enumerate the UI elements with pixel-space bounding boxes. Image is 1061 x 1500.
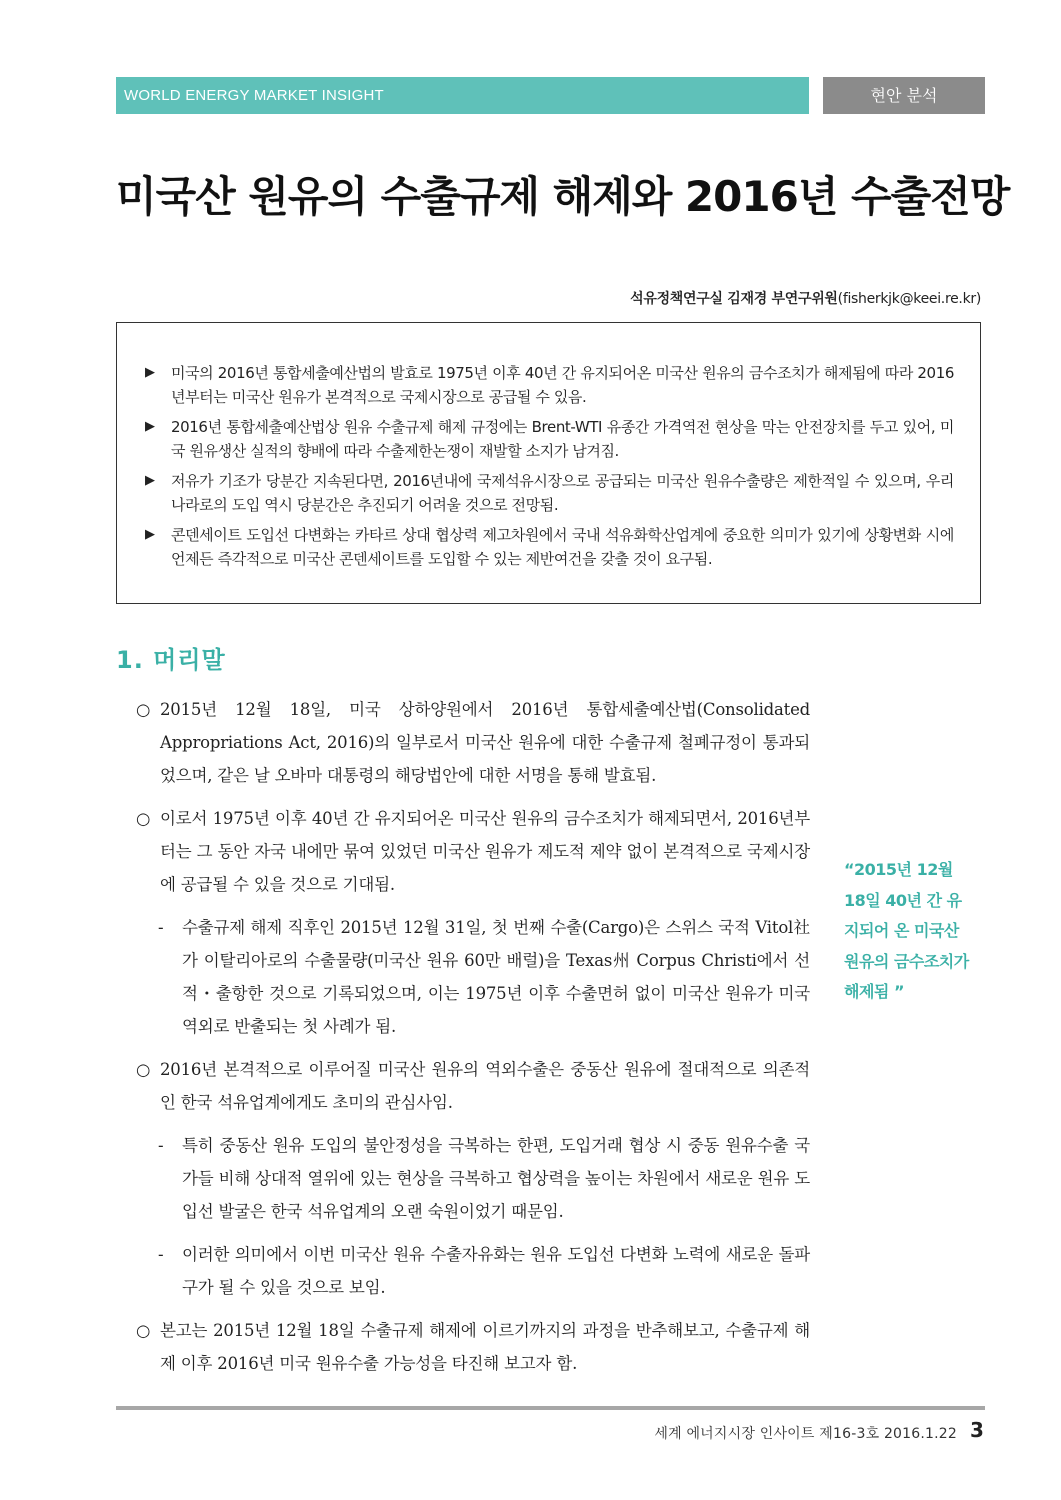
circle-bullet-icon: ○ <box>136 1321 151 1340</box>
author-email: (fisherkjk@keei.re.kr) <box>837 291 981 307</box>
summary-text: 저유가 기조가 당분간 지속된다면, 2016년내에 국제석유시장으로 공급되는 미국산 원유수출량은 제한적일 수 있으며, 우리나라로의 도입 역시 당분간은 추진되기 어려울 것으로 전망됨. <box>171 472 954 514</box>
author-name: 석유정책연구실 김재경 부연구위원 <box>630 291 838 307</box>
dash-bullet: - <box>158 1245 164 1264</box>
summary-box <box>116 322 981 604</box>
body-column <box>136 693 810 1390</box>
paragraph-text: 본고는 2015년 12월 18일 수출규제 해제에 이르기까지의 과정을 반추해보고, 수출규제 해제 이후 2016년 미국 원유수출 가능성을 타진해 보고자 함. <box>160 1321 810 1373</box>
summary-item <box>145 469 954 517</box>
sub-paragraph-text: 이러한 의미에서 이번 미국산 원유 수출자유화는 원유 도입선 다변화 노력에 새로운 돌파구가 될 수 있을 것으로 보임. <box>182 1245 810 1297</box>
sidebar-pull-quote: “2015년 12월 18일 40년 간 유지되어 온 미국산 원유의 금수조치가 해제됨 ” <box>844 860 969 1001</box>
header-band: WORLD ENERGY MARKET INSIGHT <box>116 77 809 114</box>
paragraph-text: 2016년 본격적으로 이루어질 미국산 원유의 역외수출은 중동산 원유에 절대적으로 의존적인 한국 석유업계에게도 초미의 관심사임. <box>160 1060 810 1112</box>
section-tag: 현안 분석 <box>823 77 985 114</box>
sub-paragraph <box>136 1129 810 1228</box>
footer-divider <box>116 1406 985 1410</box>
sub-paragraph-text: 특히 중동산 원유 도입의 불안정성을 극복하는 한편, 도입거래 협상 시 중동 원유수출 국가들 비해 상대적 열위에 있는 현상을 극복하고 협상력을 높이는 차원에서 새로운 원유 도입선 발굴은 한국 석유업계의 오랜 숙원이었기 때문임. <box>182 1136 810 1221</box>
sub-paragraph <box>136 1238 810 1304</box>
body-paragraph <box>136 1053 810 1119</box>
body-paragraph <box>136 693 810 792</box>
page-title: 미국산 원유의 수출규제 해제와 2016년 수출전망 <box>116 172 1010 221</box>
footer-publication: 세계 에너지시장 인사이트 제16-3호 2016.1.22 <box>654 1426 957 1442</box>
circle-bullet-icon: ○ <box>136 809 151 828</box>
sub-paragraph <box>136 911 810 1043</box>
dash-bullet: - <box>158 1136 164 1155</box>
summary-item <box>145 415 954 463</box>
paragraph-text: 2015년 12월 18일, 미국 상하양원에서 2016년 통합세출예산법(Consolidated Appropriations Act, 2016)의 일부로서 미국산 원유에 대한 수출규제 철폐규정이 통과되었으며, 같은 날 오바마 대통령의 해당법안에 대한 서명을 통해 발효됨. <box>160 700 810 785</box>
summary-text: 2016년 통합세출예산법상 원유 수출규제 해제 규정에는 Brent-WTI 유종간 가격역전 현상을 막는 안전장치를 두고 있어, 미국 원유생산 실적의 향배에 따라 수출제한논쟁이 재발할 소지가 남겨짐. <box>171 418 954 460</box>
section-heading: 1. 머리말 <box>116 646 226 674</box>
summary-text: 콘덴세이트 도입선 다변화는 카타르 상대 협상력 제고차원에서 국내 석유화학산업계에 중요한 의미가 있기에 상황변화 시에 언제든 즉각적으로 미국산 콘덴세이트를 도입할 수 있는 제반여건을 갖출 것이 요구됨. <box>171 526 954 568</box>
summary-text: 미국의 2016년 통합세출예산법의 발효로 1975년 이후 40년 간 유지되어온 미국산 원유의 금수조치가 해제됨에 따라 2016년부터는 미국산 원유가 본격적으로 국제시장으로 공급될 수 있음. <box>171 364 954 406</box>
triangle-bullet-icon: ▶ <box>145 473 155 488</box>
summary-item <box>145 523 954 571</box>
sub-paragraph-text: 수출규제 해제 직후인 2015년 12월 31일, 첫 번째 수출(Cargo)은 스위스 국적 Vitol社가 이탈리아로의 수출물량(미국산 원유 60만 배럴)을 Texas州 Corpus Christi에서 선적・출항한 것으로 기록되었으며, 이는 1975년 이후 수출면허 없이 미국산 원유가 미국 역외로 반출되는 첫 사례가 됨. <box>182 918 810 1036</box>
triangle-bullet-icon: ▶ <box>145 365 155 380</box>
circle-bullet-icon: ○ <box>136 700 151 719</box>
body-paragraph <box>136 1314 810 1380</box>
author-line <box>630 288 981 308</box>
paragraph-text: 이로서 1975년 이후 40년 간 유지되어온 미국산 원유의 금수조치가 해제되면서, 2016년부터는 그 동안 자국 내에만 묶여 있었던 미국산 원유가 제도적 제약 없이 본격적으로 국제시장에 공급될 수 있을 것으로 기대됨. <box>160 809 810 894</box>
triangle-bullet-icon: ▶ <box>145 527 155 542</box>
dash-bullet: - <box>158 918 164 937</box>
triangle-bullet-icon: ▶ <box>145 419 155 434</box>
page-number: 3 <box>970 1418 984 1442</box>
circle-bullet-icon: ○ <box>136 1060 151 1079</box>
summary-item <box>145 361 954 409</box>
body-paragraph <box>136 802 810 901</box>
